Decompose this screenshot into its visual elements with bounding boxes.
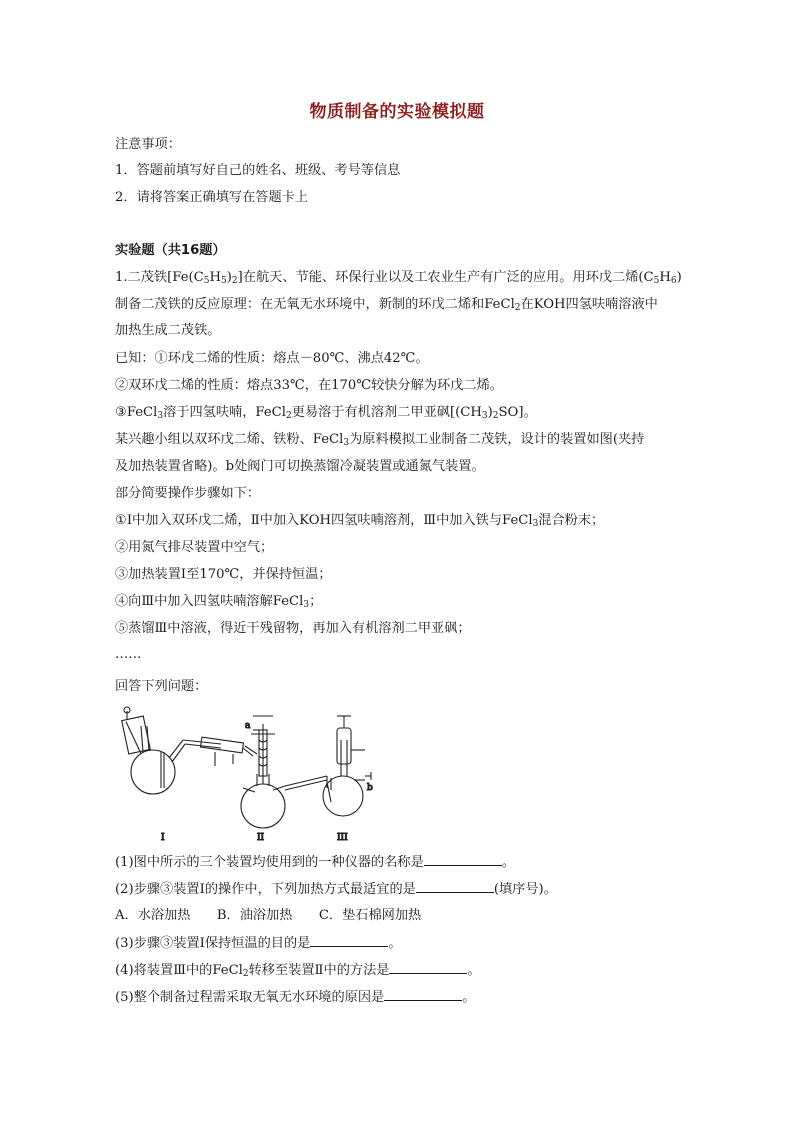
section-heading: 实验题（共16题）: [115, 243, 226, 258]
answer-blank-1[interactable]: [424, 853, 502, 866]
notice-item-1: 1．答题前填写好自己的姓名、班级、考号等信息: [115, 163, 401, 178]
step-4: ④向Ⅲ中加入四氢呋喃溶解FeCl$_3$；: [115, 594, 323, 610]
answer-blank-4[interactable]: [389, 961, 467, 974]
answer-heading: 回答下列问题：: [115, 679, 208, 694]
figure-label-b: b: [367, 783, 373, 793]
figure-label-II: II: [257, 833, 265, 843]
steps-heading: 部分简要操作步骤如下：: [115, 486, 261, 501]
figure-label-a: a: [245, 721, 251, 731]
step-2: ②用氮气排尽装置中空气；: [115, 540, 274, 555]
notice-item-2: 2．请将答案正确填写在答题卡上: [115, 190, 309, 205]
part-5: (5)整个制备过程需采取无氧无水环境的原因是 。: [115, 990, 476, 1005]
step-5: ⑤蒸馏Ⅲ中溶液，得近干残留物，再加入有机溶剂二甲亚砜；: [115, 621, 471, 636]
part-2: (2)步骤③装置I的操作中，下列加热方式最适宜的是 (填序号)。: [115, 882, 557, 897]
known-2: ②双环戊二烯的性质：熔点33℃，在170℃较快分解为环戊二烯。: [115, 378, 503, 393]
ellipsis: ……: [115, 647, 142, 662]
apparatus-1: [122, 707, 257, 794]
apparatus-3: [323, 716, 371, 816]
part-1: (1)图中所示的三个装置均使用到的一种仪器的名称是 。: [115, 855, 515, 870]
part-2-options: A．水浴加热 B．油浴加热 C．垫石棉网加热: [115, 908, 422, 923]
figure-label-III: III: [337, 833, 348, 843]
known-1: 已知：①环戊二烯的性质：熔点－80℃、沸点42℃。: [115, 351, 429, 366]
known-3: ③FeCl$_3$溶于四氢呋喃，FeCl$_2$更易溶于有机溶剂二甲亚砜$[(CH_3)_2SO]$。: [115, 405, 537, 421]
setup-line-1: 某兴趣小组以双环戊二烯、铁粉、FeCl$_3$为原料模拟工业制备二茂铁，设计的装置如图(夹持: [115, 432, 645, 448]
step-1: ①I中加入双环戊二烯，Ⅱ中加入KOH四氢呋喃溶剂，Ⅲ中加入铁与FeCl$_3$混合粉末；: [115, 513, 605, 529]
question-stem-line-3: 加热生成二茂铁。: [115, 323, 221, 338]
answer-blank-5[interactable]: [384, 988, 462, 1001]
page-title: 物质制备的实验模拟题: [309, 102, 485, 122]
answer-blank-2[interactable]: [416, 880, 494, 893]
notice-heading: 注意事项：: [115, 137, 181, 152]
apparatus-figure: [115, 706, 555, 848]
question-stem-line-2: 制备二茂铁的反应原理：在无氧无水环境中，新制的环戊二烯和FeCl$_2$在KOH四氢呋喃溶液中: [115, 297, 658, 313]
apparatus-2: [241, 716, 327, 828]
figure-label-I: I: [161, 833, 165, 843]
part-3: (3)步骤③装置I保持恒温的目的是 。: [115, 936, 402, 951]
question-stem-line-1: 1.二茂铁$[Fe(C_5H_5)_2]$在航天、节能、环保行业以及工农业生产有广泛的应用。用环戊二烯$(C_5H_6)$: [115, 270, 682, 286]
setup-line-2: 及加热装置省略)。b处阀门可切换蒸馏冷凝装置或通氮气装置。: [115, 459, 485, 474]
step-3: ③加热装置I至170℃，并保持恒温；: [115, 567, 332, 582]
answer-blank-3[interactable]: [310, 934, 388, 947]
part-4: (4)将装置Ⅲ中的FeCl$_2$转移至装置Ⅱ中的方法是 。: [115, 963, 481, 979]
